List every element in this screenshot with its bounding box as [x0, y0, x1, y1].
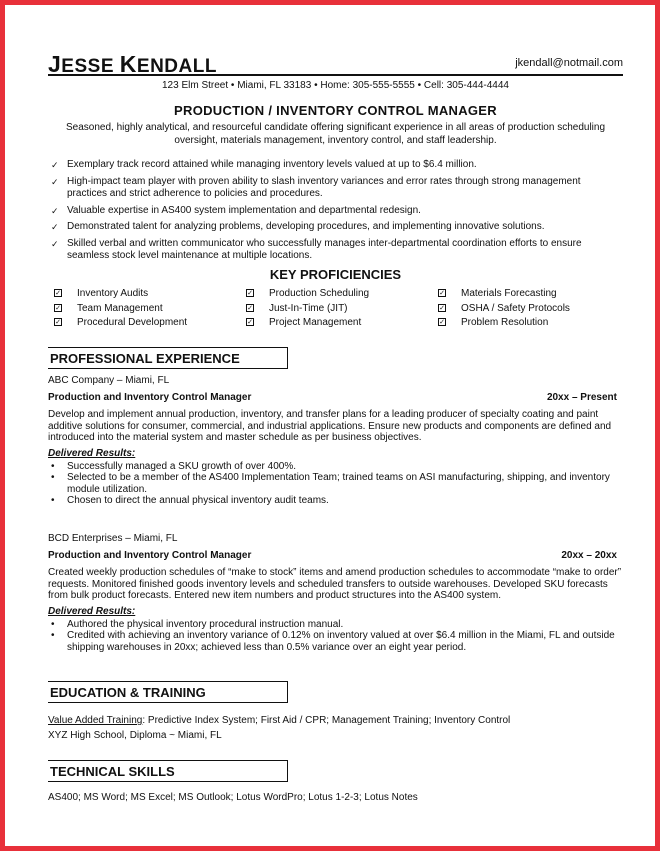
- job-headline: PRODUCTION / INVENTORY CONTROL MANAGER: [174, 103, 497, 118]
- proficiency-item: ✓ Just-In-Time (JIT): [247, 302, 348, 314]
- job-dates: 20xx – Present: [546, 392, 617, 403]
- summary-text: Seasoned, highly analytical, and resourceful candidate offering significant experience in all areas of production scheduling oversight, materials management, inventory control, and staff leadership.: [65, 122, 606, 146]
- proficiency-item: ✓ Production Scheduling: [247, 288, 370, 299]
- job-title: Production and Inventory Control Manager: [48, 392, 252, 403]
- header-rule: [48, 74, 623, 76]
- name-initial-last: K: [119, 51, 137, 77]
- school-line: XYZ High School, Diploma ~ Miami, FL: [48, 730, 222, 741]
- check-icon: ✓: [51, 176, 59, 187]
- education-block: [48, 713, 623, 743]
- result-item: • Successfully managed a SKU growth of over 400%.: [48, 461, 623, 473]
- results-label: Delivered Results:: [48, 605, 136, 617]
- job-entry: [48, 532, 623, 653]
- checkbox-icon: ✓: [439, 290, 445, 297]
- results-list: [48, 461, 623, 507]
- check-icon: ✓: [51, 205, 59, 216]
- proficiency-item: ✓ Team Management: [55, 302, 163, 314]
- proficiency-item: ✓ Problem Resolution: [439, 317, 549, 328]
- result-item: • Chosen to direct the annual physical inventory audit teams.: [48, 495, 623, 507]
- highlight-item: ✓ Demonstrated talent for analyzing problems, developing procedures, and implementing innovative solutions.: [51, 221, 545, 232]
- contact-line: 123 Elm Street • Miami, FL 33183 • Home: 305-555-5555 • Cell: 305-444-4444: [162, 80, 509, 91]
- proficiency-item: ✓ OSHA / Safety Protocols: [439, 302, 570, 314]
- result-item: • Selected to be a member of the AS400 Implementation Team; trained teams on ASI manufacturing, shipping, and inventory module utilization.: [48, 472, 623, 495]
- training-label: Value Added Training: [48, 715, 143, 726]
- name-last-rest: ENDALL: [136, 56, 217, 77]
- highlights-list: [51, 159, 621, 267]
- job-title-row: [48, 391, 617, 404]
- name-initial-first: J: [48, 51, 62, 77]
- job-dates: 20xx – 20xx: [561, 550, 617, 561]
- job-entry: [48, 374, 623, 507]
- check-icon: ✓: [51, 160, 59, 170]
- proficiency-item: ✓ Inventory Audits: [55, 288, 149, 299]
- skills-heading: TECHNICAL SKILLS: [48, 760, 288, 782]
- checkbox-icon: ✓: [439, 319, 445, 326]
- education-heading: EDUCATION & TRAINING: [48, 681, 288, 703]
- checkbox-icon: ✓: [55, 304, 61, 312]
- name-first-rest: ESSE: [61, 56, 114, 77]
- checkbox-icon: ✓: [247, 319, 253, 326]
- job-title: Production and Inventory Control Manager: [48, 550, 252, 561]
- highlight-item: ✓ Exemplary track record attained while managing inventory levels valued at up to $6.4 million.: [51, 159, 477, 170]
- job-description: Develop and implement annual production, inventory, and transfer plans for a leading producer of specialty coating and paint additive solutions for consumer, commercial, and industrial applications. Ensure new products and components are defined and introduced into the material system and master schedule as per business objectives.: [48, 409, 612, 443]
- checkbox-icon: ✓: [247, 290, 253, 297]
- job-title-row: [48, 549, 617, 562]
- check-icon: ✓: [51, 238, 59, 249]
- training-line: [48, 713, 623, 728]
- proficiencies-grid: [54, 288, 624, 329]
- proficiency-item: ✓ Materials Forecasting: [439, 288, 557, 299]
- result-item: • Credited with achieving an inventory variance of 0.12% on inventory valued at over $6.4 million in the Miami, FL and outside shipping warehouses in 20xx; achieved less than 0.5% variance over an eight year period.: [48, 630, 623, 653]
- checkbox-icon: ✓: [247, 304, 253, 312]
- company-name: ABC Company – Miami, FL: [48, 375, 170, 386]
- training-text: : Predictive Index System; First Aid / CPR; Management Training; Inventory Control: [142, 715, 511, 726]
- highlight-item: ✓ High-impact team player with proven ability to slash inventory variances and error rates through strong management practices and strict adherence to policies and procedures.: [51, 175, 581, 199]
- checkbox-icon: ✓: [439, 304, 445, 312]
- skills-block: [48, 790, 623, 805]
- check-icon: ✓: [51, 222, 59, 232]
- email-link[interactable]: jkendall@notmail.com: [515, 57, 623, 69]
- highlight-item: ✓ Skilled verbal and written communicator who successfully manages inter-departmental coordination efforts to ensure seamless stock level maintenance at multiple locations.: [51, 237, 582, 261]
- checkbox-icon: ✓: [55, 290, 61, 297]
- checkbox-icon: ✓: [55, 319, 61, 326]
- experience-heading: PROFESSIONAL EXPERIENCE: [48, 347, 288, 369]
- proficiency-item: ✓ Procedural Development: [55, 317, 188, 328]
- company-name: BCD Enterprises – Miami, FL: [48, 533, 178, 544]
- proficiencies-title: KEY PROFICIENCIES: [269, 267, 402, 282]
- highlight-item: ✓ Valuable expertise in AS400 system implementation and departmental redesign.: [51, 204, 421, 216]
- result-item: • Authored the physical inventory procedural instruction manual.: [48, 619, 623, 631]
- results-list: [48, 619, 623, 654]
- skills-text: AS400; MS Word; MS Excel; MS Outlook; Lotus WordPro; Lotus 1-2-3; Lotus Notes: [48, 792, 418, 803]
- proficiency-item: ✓ Project Management: [247, 317, 362, 328]
- job-description: Created weekly production schedules of “make to stock” items and amend production schedules to accommodate “make to order” requests. Monitored finished goods inventory levels and scheduled transfers to outside warehouses. Developed SKU forecasts from bulk product forecasts. Entered new item numbers and product structures into the AS400 system.: [48, 567, 622, 601]
- results-label: Delivered Results:: [48, 447, 136, 459]
